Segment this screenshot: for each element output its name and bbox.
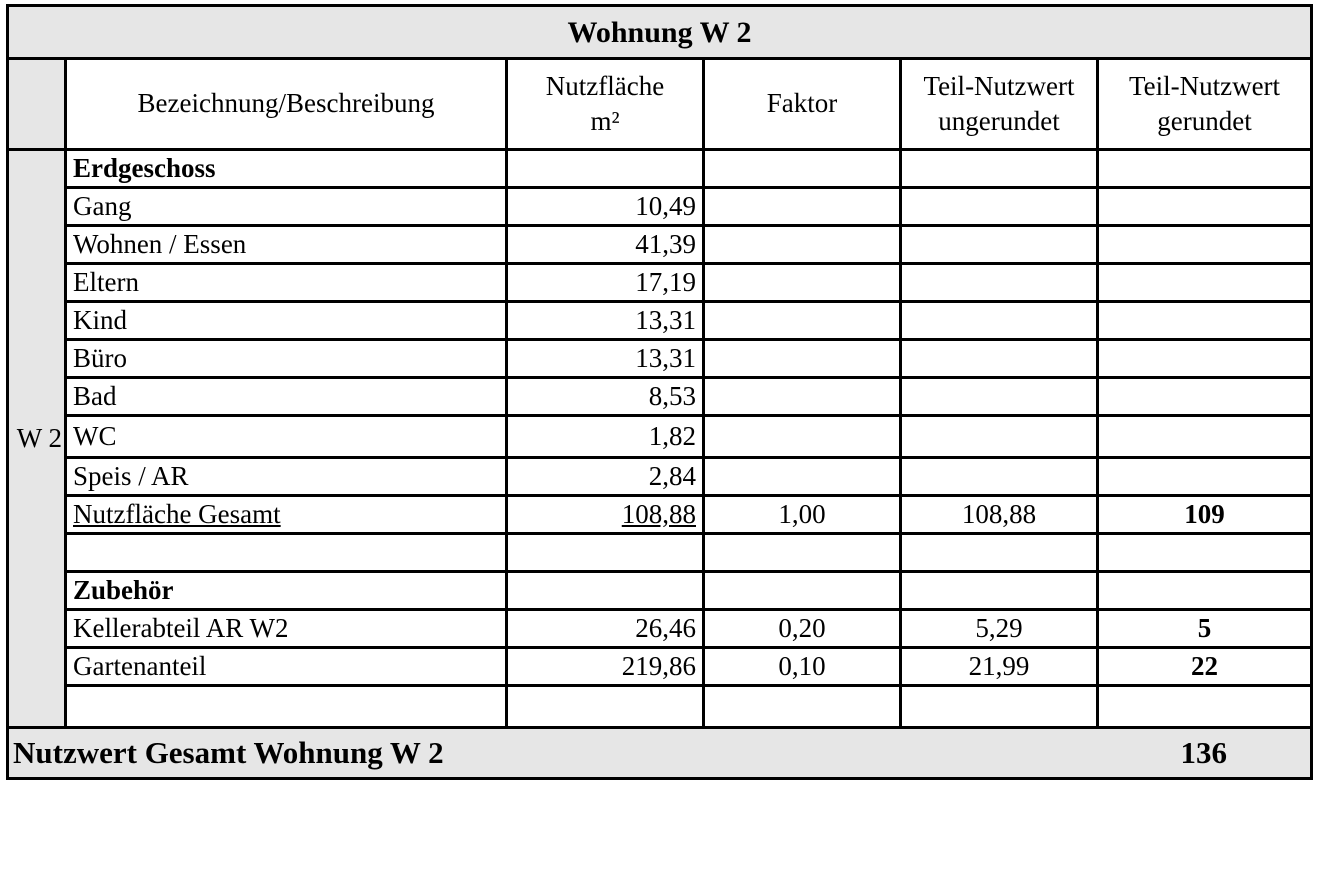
row-factor: [704, 188, 901, 226]
row-rounded: [1098, 150, 1312, 188]
table-row: [8, 534, 1312, 572]
row-unrounded: [901, 458, 1098, 496]
row-unrounded: [901, 264, 1098, 302]
row-rounded: 22: [1098, 648, 1312, 686]
footer-total: [1098, 728, 1312, 779]
row-factor: [704, 226, 901, 264]
table-row: [8, 686, 1312, 728]
row-unrounded: [901, 572, 1098, 610]
table-row: [8, 264, 1312, 302]
table-row: [8, 416, 1312, 458]
row-unrounded: [901, 416, 1098, 458]
table-row-subtotal: [8, 496, 1312, 534]
header-description-label: Bezeichnung/Beschreibung: [137, 88, 435, 119]
table-row: [8, 188, 1312, 226]
row-rounded: [1098, 378, 1312, 416]
row-unrounded: [901, 188, 1098, 226]
unit-header-cell: [8, 59, 66, 150]
row-rounded: [1098, 226, 1312, 264]
table-row: [8, 572, 1312, 610]
row-factor: [704, 416, 901, 458]
table-row: [8, 378, 1312, 416]
footer-row: [8, 728, 1312, 779]
row-area: 8,53: [507, 378, 704, 416]
row-label: Gang: [66, 188, 507, 226]
table-row: [8, 648, 1312, 686]
header-row: [8, 59, 1312, 150]
row-factor: [704, 458, 901, 496]
row-factor: [704, 572, 901, 610]
row-label: Büro: [66, 340, 507, 378]
header-description: [66, 59, 507, 150]
header-partial-rounded: [1098, 59, 1312, 150]
row-label: Wohnen / Essen: [66, 226, 507, 264]
row-factor: 0,20: [704, 610, 901, 648]
row-label: Kind: [66, 302, 507, 340]
row-factor: 1,00: [704, 496, 901, 534]
table-row: [8, 302, 1312, 340]
nutzwert-table: [6, 4, 1313, 780]
header-area-line2: m²: [590, 106, 620, 136]
row-unrounded: [901, 378, 1098, 416]
header-partial-unrounded: [901, 59, 1098, 150]
row-label: [66, 686, 507, 728]
row-label: WC: [66, 416, 507, 458]
row-unrounded: [901, 686, 1098, 728]
row-label: Eltern: [66, 264, 507, 302]
header-partial-unrounded-line2: ungerundet: [938, 106, 1060, 136]
row-factor: [704, 340, 901, 378]
row-area: [507, 150, 704, 188]
row-area: 13,31: [507, 340, 704, 378]
row-unrounded: [901, 302, 1098, 340]
row-factor: [704, 264, 901, 302]
row-factor: 0,10: [704, 648, 901, 686]
row-rounded: 109: [1098, 496, 1312, 534]
footer-label-text: Nutzwert Gesamt Wohnung W 2: [13, 734, 444, 770]
row-rounded: [1098, 534, 1312, 572]
header-partial-rounded-line1: Teil-Nutzwert: [1129, 70, 1281, 101]
row-label: Erdgeschoss: [66, 150, 507, 188]
row-rounded: [1098, 188, 1312, 226]
row-unrounded: [901, 226, 1098, 264]
table-row: [8, 226, 1312, 264]
row-rounded: [1098, 416, 1312, 458]
header-partial-rounded-line2: gerundet: [1157, 106, 1252, 136]
row-unrounded: [901, 150, 1098, 188]
row-label: Nutzfläche Gesamt: [66, 496, 507, 534]
row-area: 10,49: [507, 188, 704, 226]
header-partial-unrounded-line1: Teil-Nutzwert: [923, 70, 1075, 101]
header-factor: [704, 59, 901, 150]
row-area: 2,84: [507, 458, 704, 496]
row-area: 26,46: [507, 610, 704, 648]
row-unrounded: 21,99: [901, 648, 1098, 686]
row-area: 1,82: [507, 416, 704, 458]
row-rounded: 5: [1098, 610, 1312, 648]
header-area-line1: Nutzfläche: [545, 70, 665, 101]
row-area: 41,39: [507, 226, 704, 264]
table-row: [8, 340, 1312, 378]
row-unrounded: 108,88: [901, 496, 1098, 534]
footer-spacer-area: [507, 728, 704, 779]
row-area: 17,19: [507, 264, 704, 302]
table-row: [8, 458, 1312, 496]
row-area: 108,88: [507, 496, 704, 534]
header-factor-label: Faktor: [766, 88, 838, 119]
title-row: [8, 6, 1312, 59]
row-rounded: [1098, 340, 1312, 378]
row-factor: [704, 534, 901, 572]
row-rounded: [1098, 458, 1312, 496]
row-label: Bad: [66, 378, 507, 416]
row-factor: [704, 150, 901, 188]
row-unrounded: 5,29: [901, 610, 1098, 648]
row-rounded: [1098, 686, 1312, 728]
table-row: [8, 150, 1312, 188]
row-label: Speis / AR: [66, 458, 507, 496]
row-rounded: [1098, 264, 1312, 302]
row-label: Zubehör: [66, 572, 507, 610]
row-label: [66, 534, 507, 572]
row-factor: [704, 378, 901, 416]
row-area: [507, 572, 704, 610]
footer-total-value: 136: [1180, 734, 1228, 770]
row-factor: [704, 686, 901, 728]
row-area: 219,86: [507, 648, 704, 686]
row-rounded: [1098, 572, 1312, 610]
header-area: [507, 59, 704, 150]
row-label: Kellerabteil AR W2: [66, 610, 507, 648]
footer-spacer-unrounded: [901, 728, 1098, 779]
row-rounded: [1098, 302, 1312, 340]
row-area: 13,31: [507, 302, 704, 340]
row-factor: [704, 302, 901, 340]
table-row: [8, 610, 1312, 648]
row-area: [507, 534, 704, 572]
row-unrounded: [901, 340, 1098, 378]
row-label: Gartenanteil: [66, 648, 507, 686]
footer-label: [8, 728, 507, 779]
table-title: Wohnung W 2: [8, 6, 1312, 59]
unit-label: W 2: [16, 422, 62, 453]
row-area: [507, 686, 704, 728]
unit-label-cell: [8, 150, 66, 728]
footer-spacer-factor: [704, 728, 901, 779]
row-unrounded: [901, 534, 1098, 572]
